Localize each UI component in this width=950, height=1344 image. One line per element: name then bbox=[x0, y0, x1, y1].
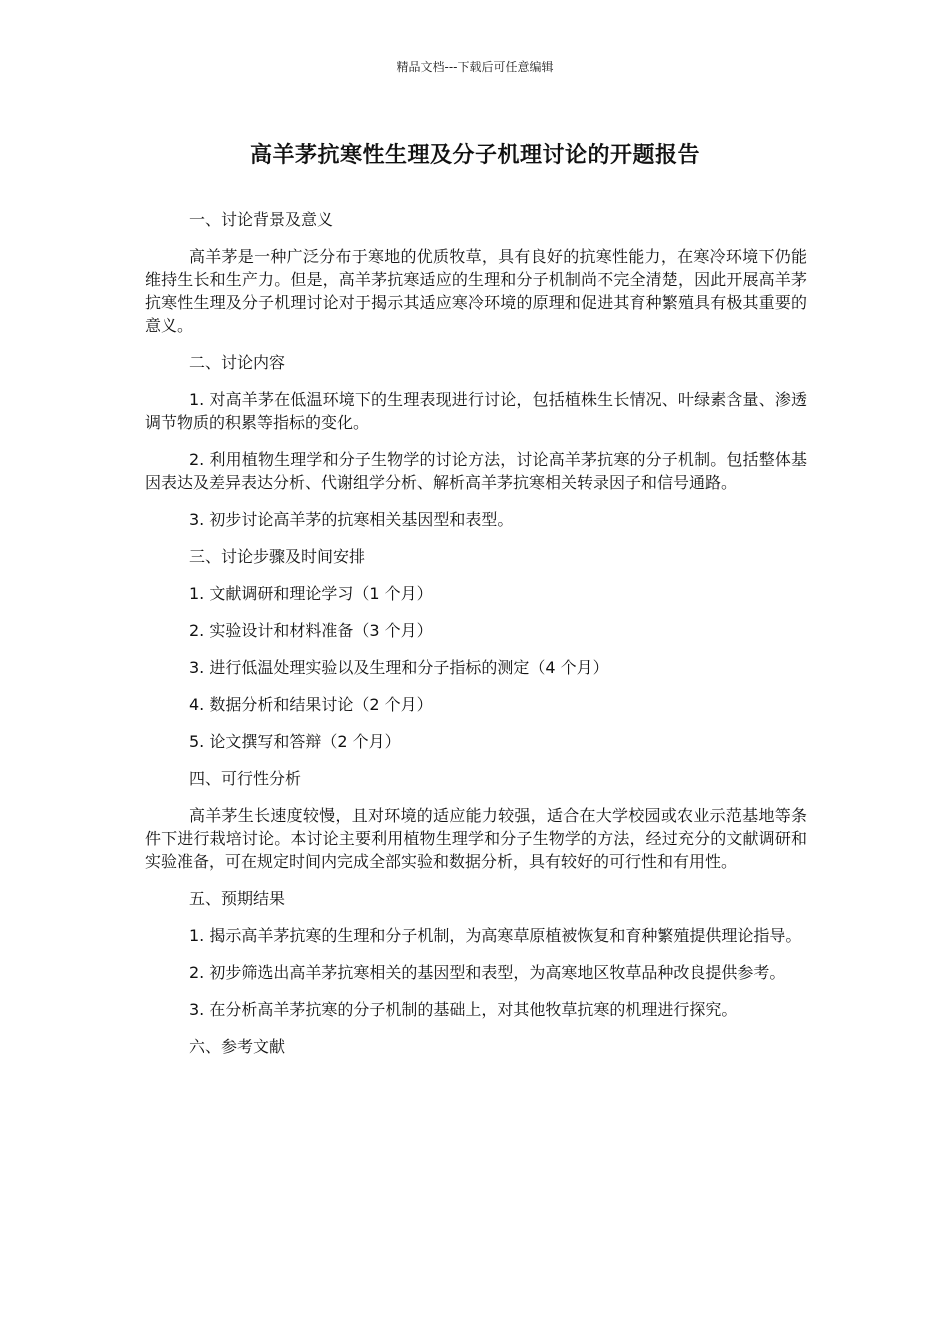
paragraph-expected-result-3: 3. 在分析高羊茅抗寒的分子机制的基础上，对其他牧草抗寒的机理进行探究。 bbox=[189, 1000, 738, 1019]
section-heading-background: 一、讨论背景及意义 bbox=[189, 210, 334, 229]
section-heading-schedule: 三、讨论步骤及时间安排 bbox=[189, 547, 366, 566]
section-heading-feasibility: 四、可行性分析 bbox=[189, 769, 302, 788]
paragraph-expected-result-2: 2. 初步筛选出高羊茅抗寒相关的基因型和表型，为高寒地区牧草品种改良提供参考。 bbox=[189, 963, 786, 982]
paragraph-schedule-step-2: 2. 实验设计和材料准备（3 个月） bbox=[189, 621, 433, 640]
document-body bbox=[145, 208, 807, 1072]
paragraph-content-item-3: 3. 初步讨论高羊茅的抗寒相关基因型和表型。 bbox=[189, 510, 514, 529]
paragraph-feasibility: 高羊茅生长速度较慢，且对环境的适应能力较强，适合在大学校园或农业示范基地等条件下进行栽培讨论。本讨论主要利用植物生理学和分子生物学的方法，经过充分的文献调研和实验准备，可在规定时间内完成全部实验和数据分析，具有较好的可行性和有用性。 bbox=[145, 806, 807, 871]
paragraph-schedule-step-5: 5. 论文撰写和答辩（2 个月） bbox=[189, 732, 401, 751]
paragraph-content-item-2: 2. 利用植物生理学和分子生物学的讨论方法，讨论高羊茅抗寒的分子机制。包括整体基因表达及差异表达分析、代谢组学分析、解析高羊茅抗寒相关转录因子和信号通路。 bbox=[145, 450, 807, 492]
section-heading-expected-results: 五、预期结果 bbox=[189, 889, 286, 908]
header-note: 精品文档---下载后可任意编辑 bbox=[396, 60, 554, 74]
document-title: 高羊茅抗寒性生理及分子机理讨论的开题报告 bbox=[249, 143, 700, 168]
paragraph-schedule-step-3: 3. 进行低温处理实验以及生理和分子指标的测定（4 个月） bbox=[189, 658, 609, 677]
section-heading-references: 六、参考文献 bbox=[189, 1037, 286, 1056]
paragraph-schedule-step-1: 1. 文献调研和理论学习（1 个月） bbox=[189, 584, 433, 603]
paragraph-background: 高羊茅是一种广泛分布于寒地的优质牧草，具有良好的抗寒性能力，在寒冷环境下仍能维持生长和生产力。但是，高羊茅抗寒适应的生理和分子机制尚不完全清楚，因此开展高羊茅抗寒性生理及分子机理讨论对于揭示其适应寒冷环境的原理和促进其育种繁殖具有极其重要的意义。 bbox=[145, 247, 807, 335]
paragraph-expected-result-1: 1. 揭示高羊茅抗寒的生理和分子机制，为高寒草原植被恢复和育种繁殖提供理论指导。 bbox=[189, 926, 802, 945]
paragraph-schedule-step-4: 4. 数据分析和结果讨论（2 个月） bbox=[189, 695, 433, 714]
paragraph-content-item-1: 1. 对高羊茅在低温环境下的生理表现进行讨论，包括植株生长情况、叶绿素含量、渗透调节物质的积累等指标的变化。 bbox=[145, 390, 807, 432]
section-heading-content: 二、讨论内容 bbox=[189, 353, 286, 372]
